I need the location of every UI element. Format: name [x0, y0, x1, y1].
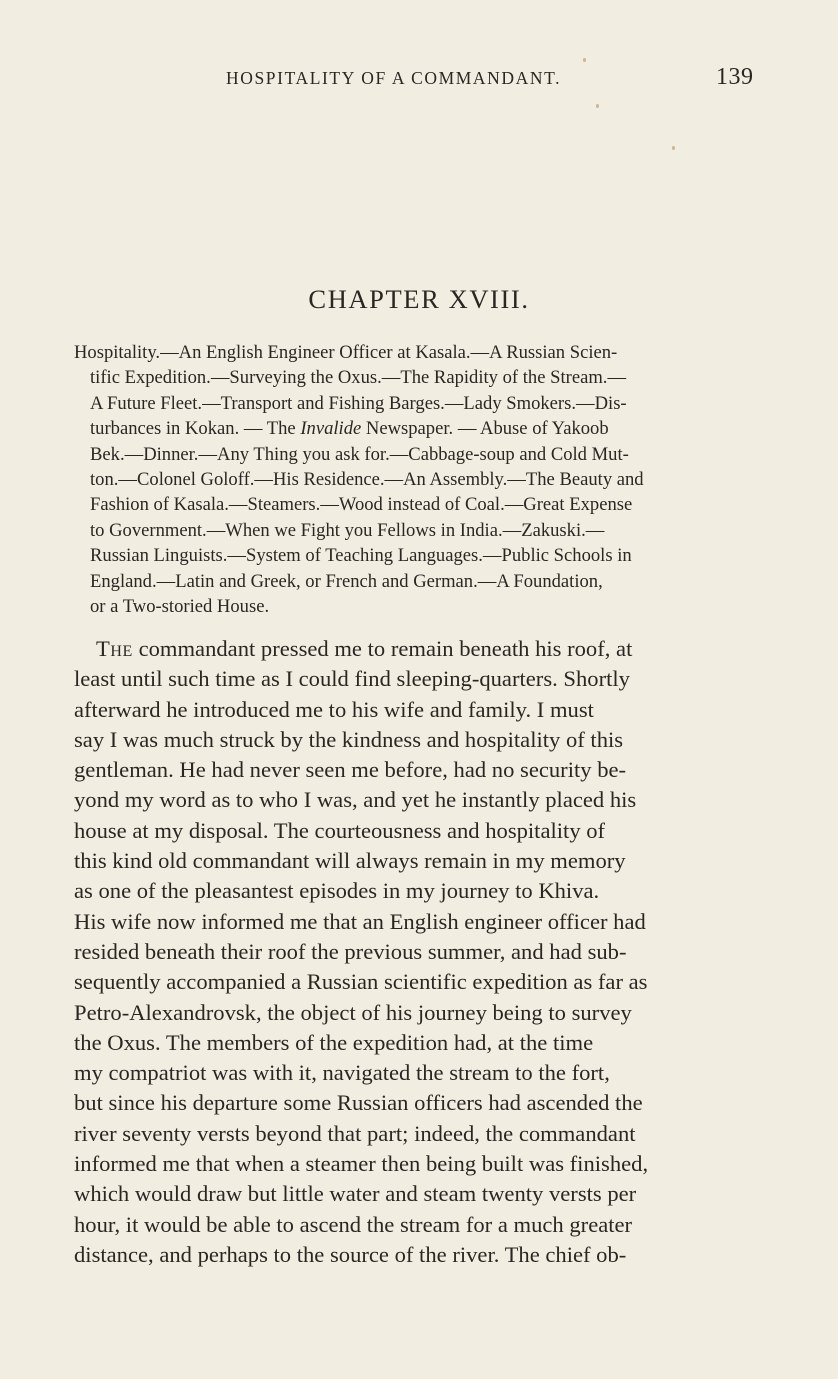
body-line: river seventy versts beyond that part; indeed, the commandant: [74, 1120, 636, 1146]
paper-speck: [596, 104, 599, 108]
body-line: gentleman. He had never seen me before, had no security be-: [74, 757, 627, 783]
summary-line: tific Expedition.—Surveying the Oxus.—The Rapidity of the Stream.—: [90, 367, 627, 389]
summary-line: Russian Linguists.—System of Teaching Languages.—Public Schools in: [90, 545, 632, 567]
summary-line: or a Two-storied House.: [90, 595, 270, 617]
body-line: hour, it would be able to ascend the stream for a much greater: [74, 1211, 633, 1237]
summary-line: ton.—Colonel Goloff.—His Residence.—An Assembly.—The Beauty and: [90, 468, 644, 490]
summary-line: to Government.—When we Fight you Fellows in India.—Zakuski.—: [90, 519, 605, 541]
summary-line: A Future Fleet.—Transport and Fishing Barges.—Lady Smokers.—Dis-: [90, 392, 627, 414]
body-text: [74, 634, 758, 1270]
running-head: [0, 66, 838, 96]
body-line: least until such time as I could find sleeping-quarters. Shortly: [74, 666, 630, 692]
body-line: but since his departure some Russian officers had ascended the: [74, 1090, 643, 1116]
body-line: The commandant pressed me to remain beneath his roof, at: [96, 636, 633, 661]
body-line: my compatriot was with it, navigated the stream to the fort,: [74, 1060, 610, 1086]
summary-line: England.—Latin and Greek, or French and German.—A Foundation,: [90, 570, 603, 592]
body-line: the Oxus. The members of the expedition had, at the time: [74, 1029, 594, 1055]
paper-speck: [583, 58, 586, 62]
body-line: afterward he introduced me to his wife and family. I must: [74, 696, 594, 722]
body-line: which would draw but little water and steam twenty versts per: [74, 1181, 637, 1207]
summary-line: turbances in Kokan. — The Invalide Newspaper. — Abuse of Yakoob: [90, 418, 609, 440]
body-line: informed me that when a steamer then being built was finished,: [74, 1151, 649, 1177]
chapter-summary: [74, 340, 758, 619]
body-line: yond my word as to who I was, and yet he instantly placed his: [74, 787, 637, 813]
summary-line: Fashion of Kasala.—Steamers.—Wood instead of Coal.—Great Expense: [90, 494, 633, 516]
body-line: this kind old commandant will always remain in my memory: [74, 848, 626, 874]
summary-line: Hospitality.—An English Engineer Officer at Kasala.—A Russian Scien-: [74, 342, 618, 363]
body-line: say I was much struck by the kindness and hospitality of this: [74, 726, 624, 752]
page-number: 139: [716, 64, 754, 90]
running-title: HOSPITALITY OF A COMMANDANT.: [226, 68, 562, 88]
body-line: Petro-Alexandrovsk, the object of his journey being to survey: [74, 999, 632, 1025]
lead-word: The: [96, 636, 133, 661]
paper-speck: [672, 146, 675, 150]
body-line: distance, and perhaps to the source of the river. The chief ob-: [74, 1241, 627, 1267]
italic-title: Invalide: [300, 418, 362, 440]
body-line: resided beneath their roof the previous summer, and had sub-: [74, 938, 627, 964]
body-line: as one of the pleasantest episodes in my journey to Khiva.: [74, 878, 600, 904]
body-line: house at my disposal. The courteousness and hospitality of: [74, 817, 606, 843]
chapter-heading: CHAPTER XVIII.: [308, 284, 530, 314]
body-line: sequently accompanied a Russian scientific expedition as far as: [74, 969, 648, 995]
body-line: His wife now informed me that an English engineer officer had: [74, 908, 646, 934]
summary-line: Bek.—Dinner.—Any Thing you ask for.—Cabbage-soup and Cold Mut-: [90, 443, 629, 465]
